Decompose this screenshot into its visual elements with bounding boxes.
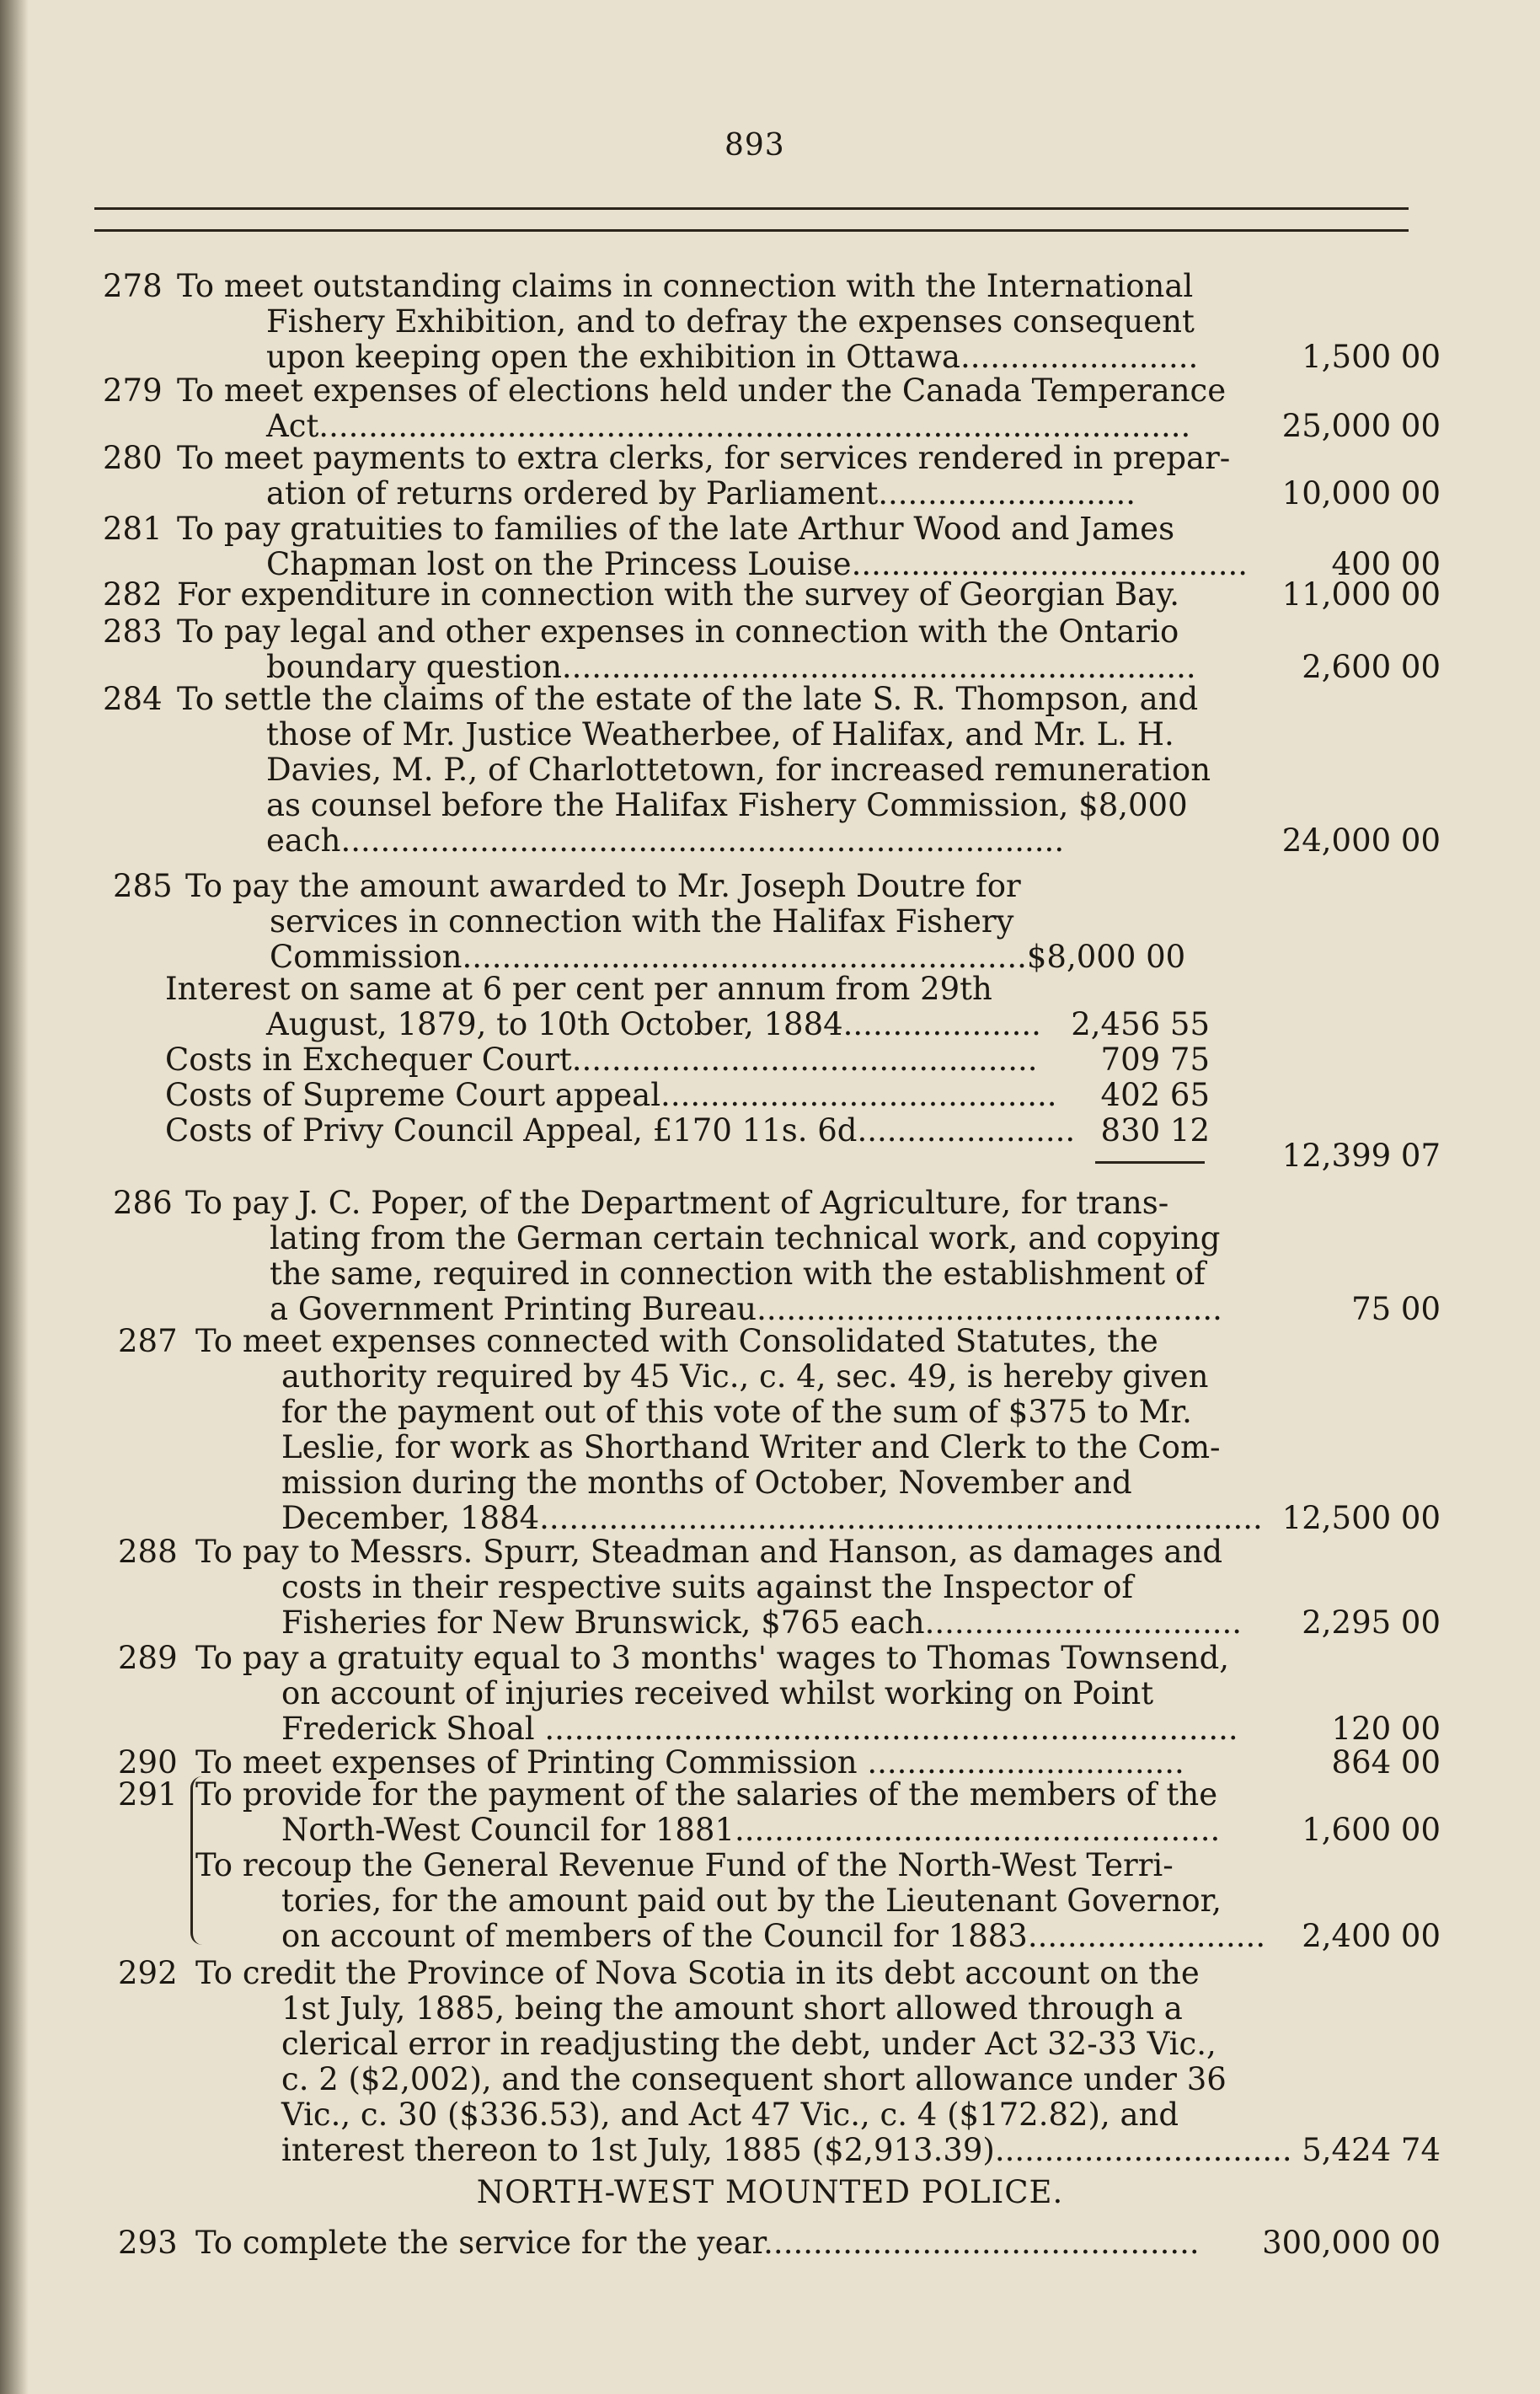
- item-text-line: To meet outstanding claims in connection with the International: [177, 268, 1194, 304]
- item-amount: 2,295 00: [1302, 1604, 1441, 1641]
- item-text-line: To provide for the payment of the salaries of the members of the: [195, 1776, 1218, 1813]
- item-number: 290: [118, 1744, 178, 1781]
- item-number: 289: [118, 1640, 178, 1676]
- item-amount: 11,000 00: [1281, 576, 1441, 613]
- item-number: 288: [118, 1534, 178, 1570]
- item-text-line: for the payment out of this vote of the sum of $375 to Mr.: [281, 1394, 1192, 1430]
- item-285-subamount: 402 65: [1100, 1077, 1210, 1113]
- item-amount: 12,500 00: [1281, 1500, 1441, 1536]
- item-amount: 120 00: [1331, 1711, 1441, 1747]
- item-text-line: North-West Council for 1881.................................................: [281, 1812, 1221, 1848]
- item-text-line: To pay legal and other expenses in connection with the Ontario: [177, 613, 1179, 650]
- page-number: 893: [725, 128, 785, 163]
- item-text-line: To settle the claims of the estate of the late S. R. Thompson, and: [177, 681, 1199, 717]
- item-291-brace: [190, 1776, 211, 1945]
- item-amount: 5,424 74: [1302, 2132, 1441, 2168]
- item-amount: 300,000 00: [1262, 2225, 1441, 2261]
- item-text-line: December, 1884.........................................................................: [281, 1500, 1263, 1536]
- header-rule-top: [94, 207, 1409, 210]
- item-285-subtotal-rule: [1095, 1161, 1205, 1164]
- item-amount: 400 00: [1331, 546, 1441, 582]
- item-text-line: c. 2 ($2,002), and the consequent short allowance under 36: [281, 2061, 1227, 2097]
- item-text-line: To credit the Province of Nova Scotia in its debt account on the: [195, 1955, 1200, 1991]
- item-number: 281: [103, 511, 163, 547]
- item-text-line: Act........................................................................................: [266, 408, 1191, 444]
- item-text-line: For expenditure in connection with the survey of Georgian Bay.: [177, 576, 1179, 613]
- item-285-subline: Costs of Privy Council Appeal, £170 11s. 6d......................: [165, 1112, 1076, 1149]
- item-text-line: clerical error in readjusting the debt, under Act 32-33 Vic.,: [281, 2026, 1216, 2062]
- item-number: 293: [118, 2225, 178, 2261]
- item-text-line: To complete the service for the year............................................: [195, 2225, 1200, 2261]
- item-text-line: on account of members of the Council for 1883........................: [281, 1918, 1266, 1954]
- item-text-line: mission during the months of October, November and: [281, 1465, 1132, 1501]
- item-amount: 1,600 00: [1302, 1812, 1441, 1848]
- item-text-line: To meet expenses connected with Consolidated Statutes, the: [195, 1323, 1158, 1359]
- item-285-subamount: 2,456 55: [1071, 1006, 1210, 1042]
- item-text-line: Commission.........................................................$8,000 00: [270, 939, 1186, 975]
- item-amount: 10,000 00: [1281, 475, 1441, 511]
- item-text-line: interest thereon to 1st July, 1885 ($2,913.39)..............................: [281, 2132, 1292, 2168]
- item-285-subamount: 709 75: [1100, 1042, 1210, 1078]
- item-text-line: on account of injuries received whilst working on Point: [281, 1675, 1154, 1711]
- item-text-line: Fishery Exhibition, and to defray the expenses consequent: [266, 303, 1195, 340]
- item-text-line: To pay gratuities to families of the late Arthur Wood and James: [177, 511, 1175, 547]
- item-number: 283: [103, 613, 163, 650]
- item-text-line: lating from the German certain technical work, and copying: [270, 1220, 1221, 1256]
- item-text-line: To pay J. C. Poper, of the Department of Agriculture, for trans-: [185, 1185, 1169, 1221]
- item-amount: 25,000 00: [1281, 408, 1441, 444]
- item-text-line: the same, required in connection with the establishment of: [270, 1256, 1206, 1292]
- item-text-line: Vic., c. 30 ($336.53), and Act 47 Vic., c. 4 ($172.82), and: [281, 2097, 1179, 2133]
- item-amount: 1,500 00: [1302, 339, 1441, 375]
- item-text-line: boundary question................................................................: [266, 649, 1196, 685]
- item-text-line: To pay the amount awarded to Mr. Joseph Doutre for: [185, 868, 1021, 904]
- item-285-total: 12,399 07: [1281, 1138, 1441, 1174]
- page-binding-shadow: [0, 0, 29, 2394]
- item-number: 280: [103, 440, 163, 476]
- item-285-subline: Costs in Exchequer Court...............................................: [165, 1042, 1038, 1078]
- item-text-line: each.........................................................................: [266, 822, 1065, 859]
- item-number: 279: [103, 372, 163, 409]
- item-285-subline: Costs of Supreme Court appeal........................................: [165, 1077, 1057, 1113]
- item-number: 286: [113, 1185, 173, 1221]
- item-text-line: To meet expenses of Printing Commission ................................: [195, 1744, 1184, 1781]
- item-285-subamount: 830 12: [1100, 1112, 1210, 1149]
- item-amount: 2,400 00: [1302, 1918, 1441, 1954]
- item-text-line: authority required by 45 Vic., c. 4, sec. 49, is hereby given: [281, 1358, 1209, 1395]
- item-text-line: Leslie, for work as Shorthand Writer and Clerk to the Com-: [281, 1429, 1221, 1465]
- item-285-subline: Interest on same at 6 per cent per annum from 29th: [165, 971, 992, 1007]
- item-text-line: To pay to Messrs. Spurr, Steadman and Hanson, as damages and: [195, 1534, 1223, 1570]
- item-text-line: services in connection with the Halifax Fishery: [270, 903, 1014, 940]
- item-number: 291: [118, 1776, 178, 1813]
- item-text-line: To meet payments to extra clerks, for services rendered in prepar-: [177, 440, 1231, 476]
- item-text-line: To recoup the General Revenue Fund of the North-West Terri-: [195, 1847, 1174, 1883]
- item-text-line: Fisheries for New Brunswick, $765 each................................: [281, 1604, 1242, 1641]
- item-text-line: To pay a gratuity equal to 3 months' wages to Thomas Townsend,: [195, 1640, 1230, 1676]
- item-number: 292: [118, 1955, 178, 1991]
- header-rule-bottom: [94, 229, 1409, 232]
- item-number: 278: [103, 268, 163, 304]
- item-text-line: a Government Printing Bureau...............................................: [270, 1291, 1222, 1327]
- item-text-line: Frederick Shoal ......................................................................: [281, 1711, 1238, 1747]
- item-number: 285: [113, 868, 173, 904]
- item-text-line: Chapman lost on the Princess Louise........................................: [266, 546, 1249, 582]
- item-text-line: tories, for the amount paid out by the Lieutenant Governor,: [281, 1883, 1222, 1919]
- item-number: 282: [103, 576, 163, 613]
- item-amount: 75 00: [1351, 1291, 1441, 1327]
- item-text-line: To meet expenses of elections held under the Canada Temperance: [177, 372, 1227, 409]
- item-amount: 2,600 00: [1302, 649, 1441, 685]
- item-amount: 864 00: [1331, 1744, 1441, 1781]
- item-text-line: ation of returns ordered by Parliament..........................: [266, 475, 1136, 511]
- item-text-line: as counsel before the Halifax Fishery Commission, $8,000: [266, 787, 1188, 823]
- item-amount: 24,000 00: [1281, 822, 1441, 859]
- item-285-subline: August, 1879, to 10th October, 1884....................: [266, 1006, 1041, 1042]
- item-number: 287: [118, 1323, 178, 1359]
- item-number: 284: [103, 681, 163, 717]
- item-text-line: costs in their respective suits against the Inspector of: [281, 1569, 1134, 1605]
- item-text-line: Davies, M. P., of Charlottetown, for increased remuneration: [266, 752, 1211, 788]
- item-text-line: 1st July, 1885, being the amount short allowed through a: [281, 1990, 1183, 2027]
- item-text-line: upon keeping open the exhibition in Ottawa........................: [266, 339, 1199, 375]
- section-heading: NORTH-WEST MOUNTED POLICE.: [476, 2174, 1064, 2210]
- item-text-line: those of Mr. Justice Weatherbee, of Halifax, and Mr. L. H.: [266, 716, 1174, 752]
